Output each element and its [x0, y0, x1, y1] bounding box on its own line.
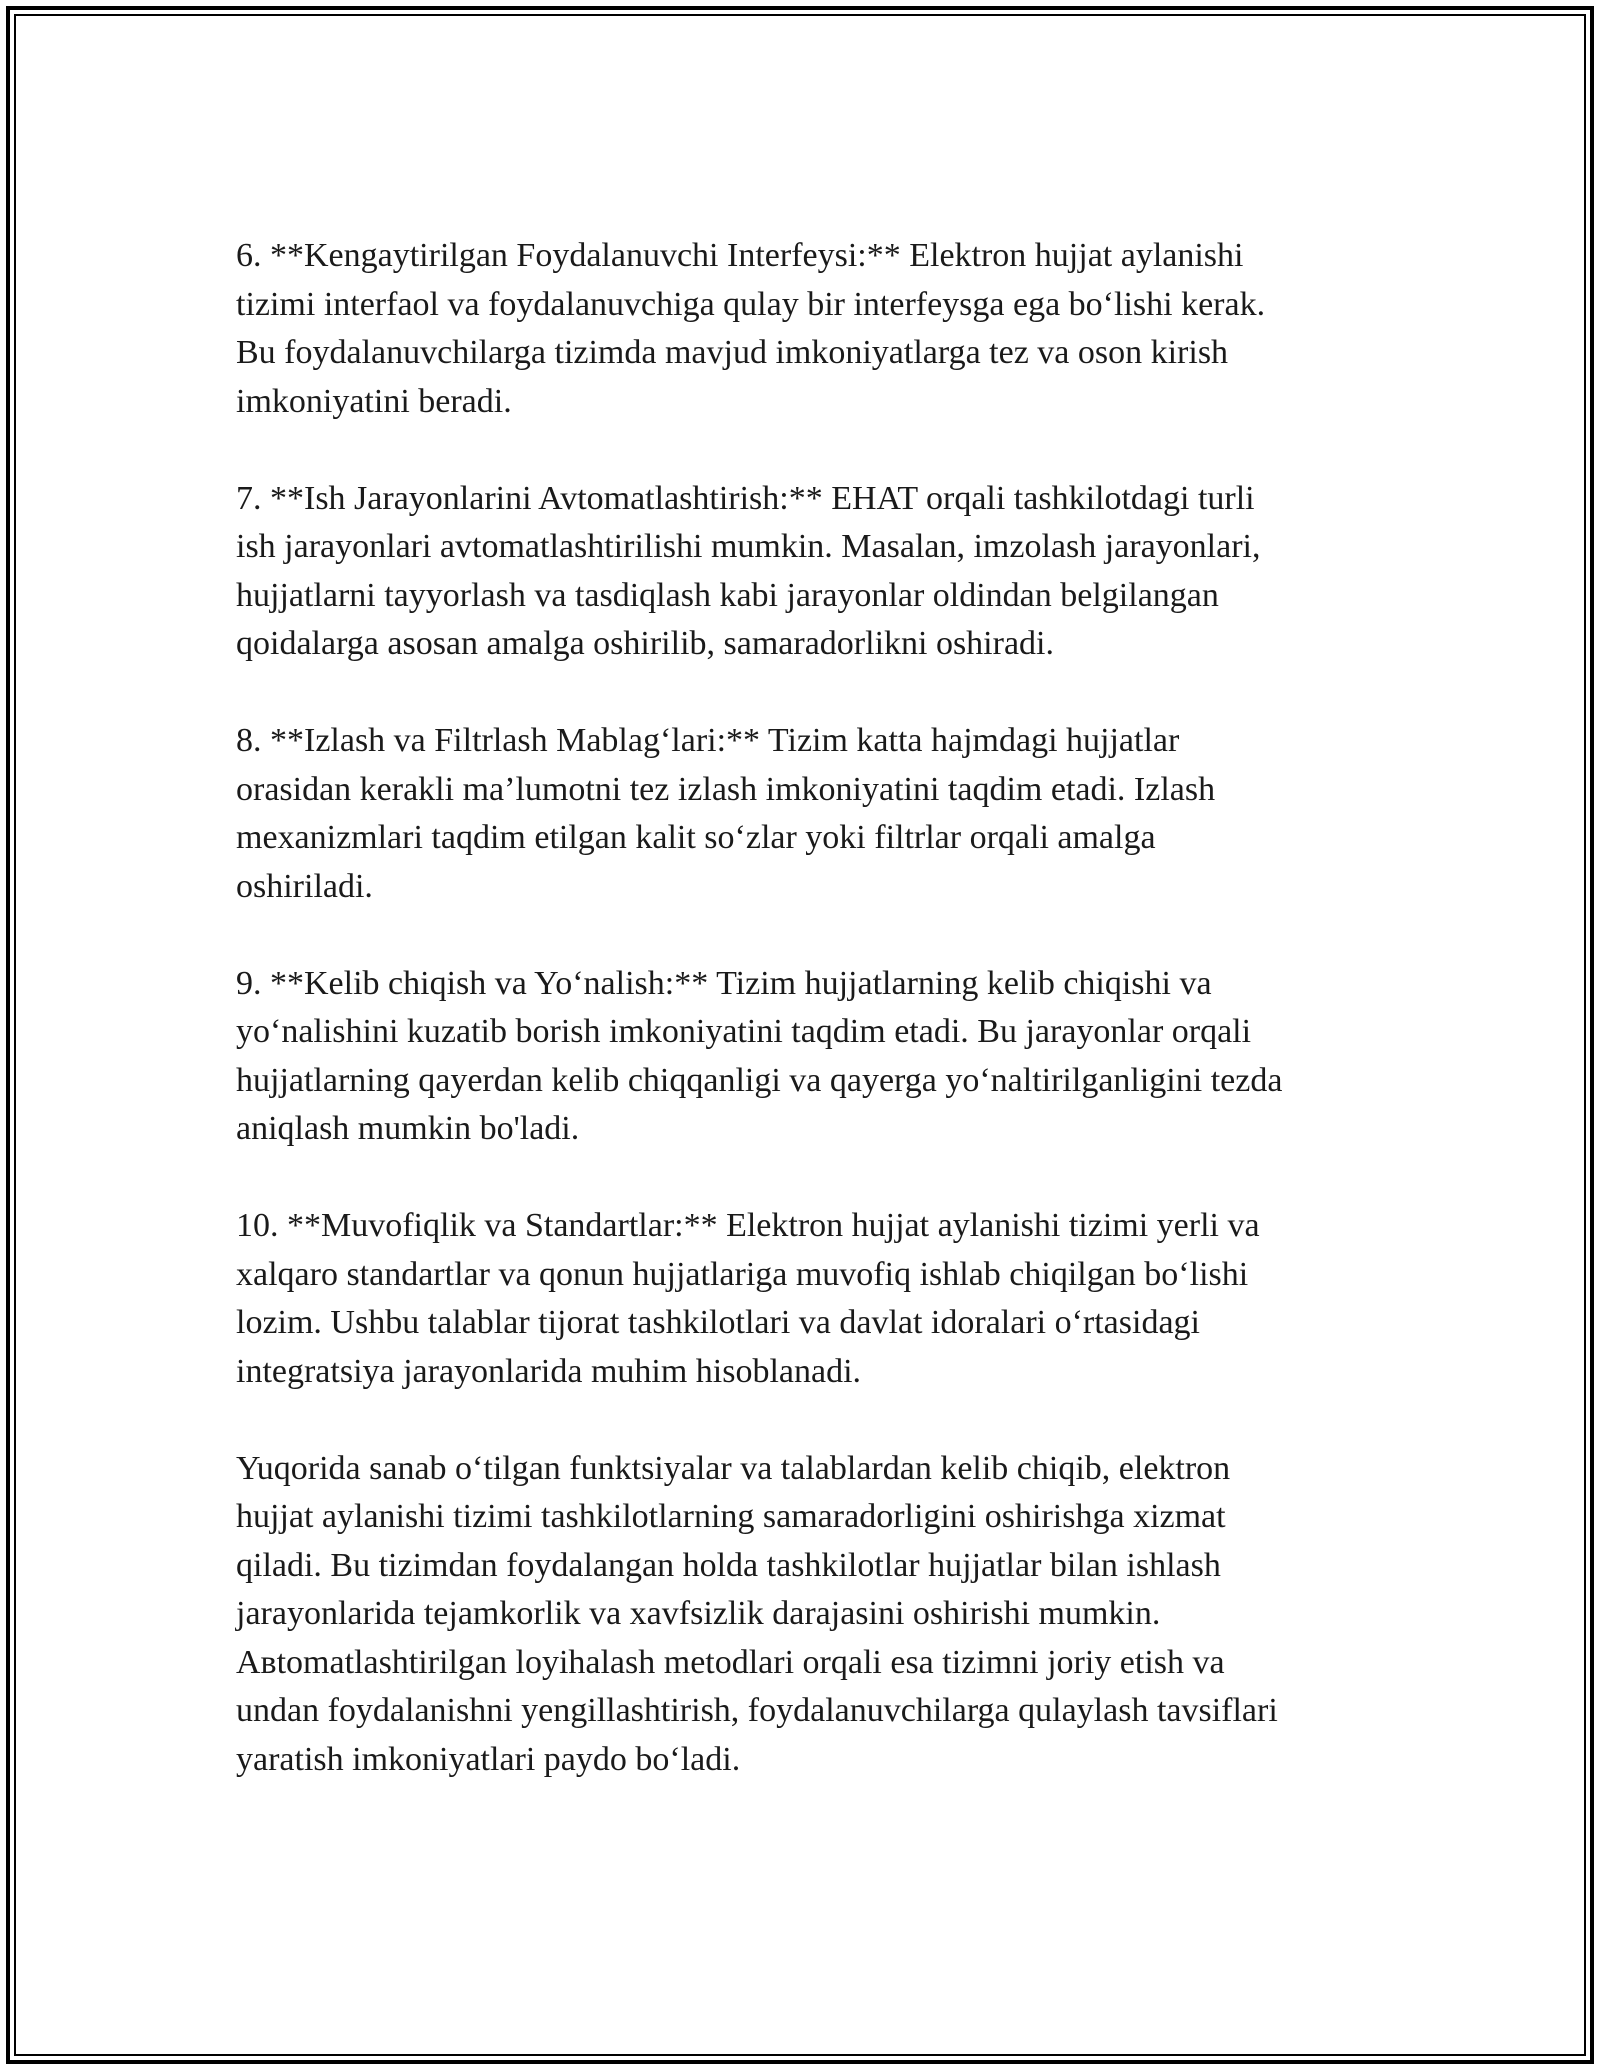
text-line: integratsiya jarayonlarida muhim hisoblanadi.: [236, 1352, 862, 1390]
document-body: [236, 232, 1376, 1833]
text-line: imkoniyatini beradi.: [236, 382, 512, 420]
text-line: undan foydalanishni yengillashtirish, foydalanuvchilarga qulaylash tavsiflari: [236, 1692, 1278, 1729]
paragraph-item-9: [236, 960, 1376, 1154]
paragraph-item-6: [236, 232, 1376, 426]
text-line: 10. **Muvofiqlik va Standartlar:** Elektron hujjat aylanishi tizimi yerli va: [236, 1207, 1260, 1244]
paragraph-item-7: [236, 475, 1376, 669]
text-line: oshiriladi.: [236, 867, 373, 905]
paragraph-conclusion: [236, 1445, 1376, 1785]
text-line: hujjatlarni tayyorlash va tasdiqlash kabi jarayonlar oldindan belgilangan: [236, 576, 1219, 614]
text-line: jarayonlarida tejamkorlik va xavfsizlik darajasini oshirishi mumkin.: [236, 1595, 1161, 1632]
paragraph-item-10: [236, 1202, 1376, 1396]
text-line: aniqlash mumkin bo'ladi.: [236, 1110, 580, 1147]
text-line: hujjatlarning qayerdan kelib chiqqanligi va qayerga yo‘naltirilganligini tezda: [236, 1061, 1283, 1099]
text-line: 6. **Kengaytirilgan Foydalanuvchi Interfeysi:** Elektron hujjat aylanishi: [236, 237, 1244, 274]
text-line: 9. **Kelib chiqish va Yo‘nalish:** Tizim hujjatlarning kelib chiqishi va: [236, 964, 1212, 1002]
text-line: Bu foydalanuvchilarga tizimda mavjud imkoniyatlarga tez va oson kirish: [236, 334, 1229, 371]
text-line: yo‘nalishini kuzatib borish imkoniyatini taqdim etadi. Bu jarayonlar orqali: [236, 1013, 1252, 1050]
text-line: Aвtomatlashtirilgan loyihalash metodlari orqali esa tizimni joriy etish va: [236, 1643, 1225, 1681]
text-line: 8. **Izlash va Filtrlash Mablag‘lari:** Tizim katta hajmdagi hujjatlar: [236, 722, 1180, 759]
paragraph-item-8: [236, 717, 1376, 911]
text-line: qiladi. Bu tizimdan foydalangan holda tashkilotlar hujjatlar bilan ishlash: [236, 1546, 1221, 1584]
text-line: mexanizmlari taqdim etilgan kalit so‘zlar yoki filtrlar orqali amalga: [236, 819, 1156, 856]
text-line: yaratish imkoniyatlari paydo bo‘ladi.: [236, 1740, 741, 1778]
text-line: qoidalarga asosan amalga oshirilib, samaradorlikni oshiradi.: [236, 625, 1054, 662]
text-line: orasidan kerakli ma’lumotni tez izlash imkoniyatini taqdim etadi. Izlash: [236, 770, 1216, 808]
text-line: ish jarayonlari avtomatlashtirilishi mumkin. Masalan, imzolash jarayonlari,: [236, 528, 1261, 565]
text-line: Yuqorida sanab o‘tilgan funktsiyalar va talablardan kelib chiqib, elektron: [236, 1449, 1231, 1487]
text-line: tizimi interfaol va foydalanuvchiga qulay bir interfeysga ega bo‘lishi kerak.: [236, 285, 1266, 323]
text-line: hujjat aylanishi tizimi tashkilotlarning samaradorligini oshirishga xizmat: [236, 1498, 1226, 1535]
text-line: lozim. Ushbu talablar tijorat tashkilotlari va davlat idoralari o‘rtasidagi: [236, 1304, 1200, 1341]
text-line: 7. **Ish Jarayonlarini Avtomatlashtirish:** EHAT orqali tashkilotdagi turli: [236, 479, 1255, 517]
text-line: xalqaro standartlar va qonun hujjatlariga muvofiq ishlab chiqilgan bo‘lishi: [236, 1255, 1249, 1293]
